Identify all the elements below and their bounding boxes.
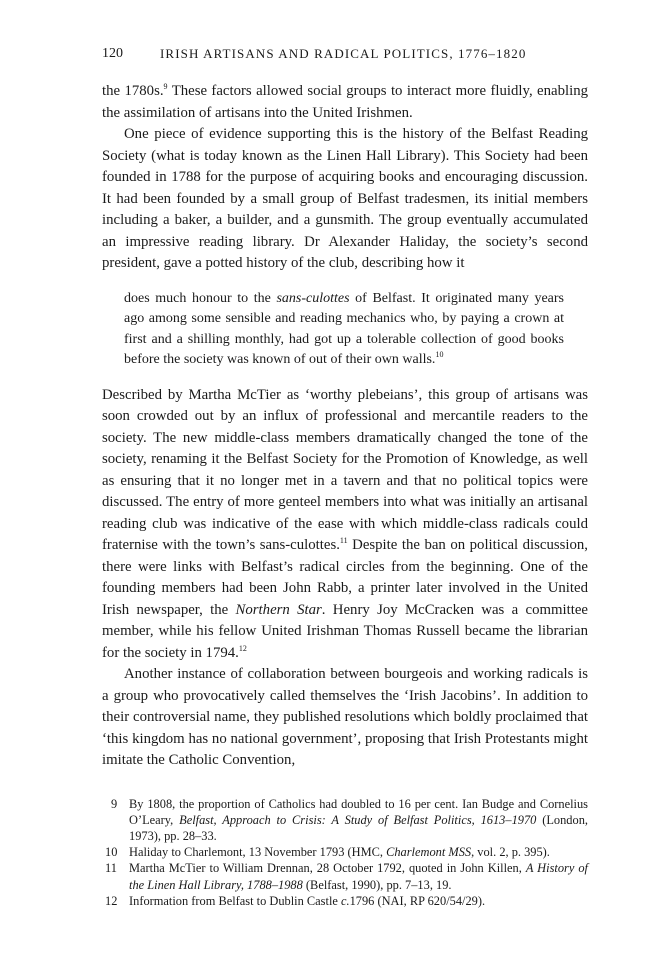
running-head [102, 46, 588, 68]
footnote-text: Martha McTier to William Drennan, 28 October 1792, quoted in John Killen, [129, 861, 526, 876]
footnote-text: (Belfast, 1990), pp. 7–13, 19. [302, 877, 452, 892]
footnote-ref-11: 11 [339, 536, 348, 545]
footnote-9 [102, 796, 588, 845]
footnote-12 [102, 893, 588, 909]
footnote-number: 9 [111, 796, 118, 811]
footnote-11 [102, 860, 588, 892]
footnote-number: 11 [105, 861, 117, 876]
footnote-number: 12 [105, 893, 118, 908]
footnote-text: Information from Belfast to Dublin Castle [129, 893, 341, 908]
running-title: IRISH ARTISANS AND RADICAL POLITICS, 1776–1820 [160, 46, 527, 61]
footnote-emphasis: Belfast, Approach to Crisis: A Study of Belfast Politics, 1613–1970 [179, 812, 537, 827]
footnote-ref-9: 9 [163, 82, 168, 91]
footnote-emphasis: Charlemont MSS [386, 845, 472, 860]
page-number: 120 [102, 46, 123, 61]
footnote-text: By 1808, the proportion of Catholics had doubled to 16 per cent. Ian Budge and Cornelius O’Leary, [129, 796, 588, 827]
quote-text-b: of Belfast. It originated many years ago among some sensible and reading mechanics who, by paying a crown at first and a shilling monthly, had got up a tolerable collection of good books before the society was known of out of their own walls. [124, 290, 564, 367]
quote-text-a: does much honour to the [124, 290, 277, 306]
footnote-10 [102, 844, 588, 860]
paragraph-1 [102, 81, 588, 124]
footnote-text: 1796 (NAI, RP 620/54/29). [349, 893, 486, 908]
paragraph-3-text-a: Described by Martha McTier as ‘worthy plebeians’, this group of artisans was soon crowded out by an influx of professional and mercantile readers to the society. The new middle-class members dramatically changed the tone of the society, renaming it the Belfast Society for the Promotion of Knowledge, as well as ensuring that it no longer met in a tavern and that no political topics were discussed. The entry of more genteel members into what was initially an artisanal reading club was indicative of the ease with which middle-class radicals could fraternise with the town’s sans-culottes. [102, 386, 588, 553]
paragraph-4: Another instance of collaboration between bourgeois and working radicals is a group who provocatively called themselves the ‘Irish Jacobins’. In addition to their controversial name, they published resolutions which boldly proclaimed that ‘this kingdom has no national government’, proposing that Irish Protestants might imitate the Catholic Convention, [102, 666, 588, 768]
main-text [102, 81, 588, 772]
paragraph-3 [102, 385, 588, 665]
footnote-text: , vol. 2, p. 395). [471, 845, 550, 860]
block-quote [124, 289, 564, 371]
footnote-ref-10: 10 [435, 350, 444, 359]
paragraph-3-text-c: . Henry Joy McCracken was a committee member, while his fellow United Irishman Thomas Russell became the librarian for the society in 1794. [102, 601, 588, 661]
footnote-emphasis: A History of the Linen Hall Library, 1788–1988 [129, 861, 588, 892]
book-page [102, 46, 588, 909]
footnote-number: 10 [105, 845, 118, 860]
paragraph-1-text-b: These factors allowed social groups to interact more fluidly, enabling the assimilation of artisans into the United Irishmen. [102, 83, 589, 121]
quote-emphasis: sans-culottes [276, 290, 350, 306]
paragraph-3-text-b: Despite the ban on political discussion, there were links with Belfast’s radical circles from the beginning. One of the founding members had been John Rabb, a printer later involved in the United Irish newspaper, the [102, 537, 589, 618]
footnote-text: Haliday to Charlemont, 13 November 1793 (HMC, [129, 845, 387, 860]
footnotes [102, 796, 588, 909]
paragraph-2: One piece of evidence supporting this is the history of the Belfast Reading Society (what is today known as the Linen Hall Library). This Society had been founded in 1788 for the purpose of acquiring books and encouraging discussion. It had been founded by a small group of Belfast tradesmen, its initial members including a baker, a builder, and a gunsmith. The group eventually accumulated an impressive reading library. Dr Alexander Haliday, the society’s second president, gave a potted history of the club, describing how it [102, 126, 588, 271]
footnote-emphasis: c. [340, 893, 350, 908]
paragraph-1-text-a: the 1780s. [102, 83, 164, 99]
footnote-text: (London, 1973), pp. 28–33. [129, 812, 588, 843]
newspaper-title: Northern Star [235, 601, 322, 618]
footnote-ref-12: 12 [238, 643, 247, 653]
